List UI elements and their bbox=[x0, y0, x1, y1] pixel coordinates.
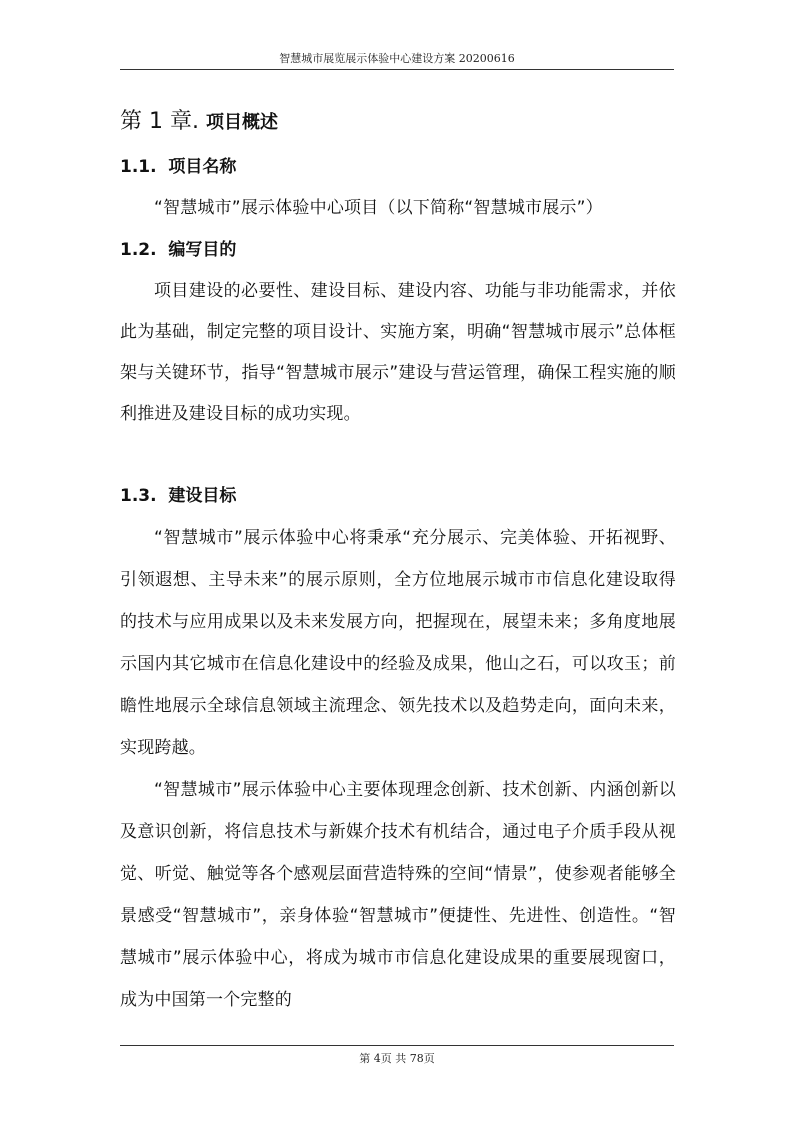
section-number: 1.3. bbox=[120, 486, 157, 506]
section-title-text: 项目名称 bbox=[168, 157, 237, 177]
chapter-title bbox=[120, 104, 676, 146]
section-heading-1-1 bbox=[120, 146, 676, 188]
page-number: 第 4页 共 78页 bbox=[359, 1052, 435, 1065]
chapter-number: 第 1 章. bbox=[120, 109, 199, 134]
page-header: 智慧城市展览展示体验中心建设方案 20200616 bbox=[279, 52, 515, 65]
section-number: 1.1. bbox=[120, 157, 157, 177]
paragraph: “智慧城市”展示体验中心将秉承“充分展示、完美体验、开拓视野、引领遐想、主导未来”的展示原则，全方位地展示城市市信息化建设取得的技术与应用成果以及未来发展方向，把握现在，展望未来；多角度地展示国内其它城市在信息化建设中的经验及成果，他山之石，可以攻玉；前瞻性地展示全球信息领域主流理念、领先技术以及趋势走向，面向未来，实现跨越。 bbox=[120, 528, 676, 758]
section-heading-1-3 bbox=[120, 475, 676, 517]
paragraph: 项目建设的必要性、建设目标、建设内容、功能与非功能需求，并依此为基础，制定完整的项目设计、实施方案，明确“智慧城市展示”总体框架与关键环节，指导“智慧城市展示”建设与营运管理，确保工程实施的顺利推进及建设目标的成功实现。 bbox=[120, 281, 676, 424]
section-title-text: 建设目标 bbox=[168, 486, 237, 506]
header-rule bbox=[120, 69, 674, 70]
paragraph: “智慧城市”展示体验中心主要体现理念创新、技术创新、内涵创新以及意识创新，将信息技术与新媒介技术有机结合，通过电子介质手段从视觉、听觉、触觉等各个感观层面营造特殊的空间“情景”，使参观者能够全景感受“智慧城市”，亲身体验“智慧城市”便捷性、先进性、创造性。“智慧城市”展示体验中心，将成为城市市信息化建设成果的重要展现窗口，成为中国第一个完整的 bbox=[120, 780, 676, 1010]
section-number: 1.2. bbox=[120, 240, 157, 260]
section-title-text: 编写目的 bbox=[168, 240, 237, 260]
document-body bbox=[120, 104, 676, 1021]
chapter-name: 项目概述 bbox=[205, 112, 278, 133]
footer-rule bbox=[120, 1045, 674, 1046]
section-heading-1-2 bbox=[120, 229, 676, 271]
paragraph: “智慧城市”展示体验中心项目（以下简称“智慧城市展示”） bbox=[154, 198, 603, 218]
section-spacer bbox=[120, 435, 676, 475]
